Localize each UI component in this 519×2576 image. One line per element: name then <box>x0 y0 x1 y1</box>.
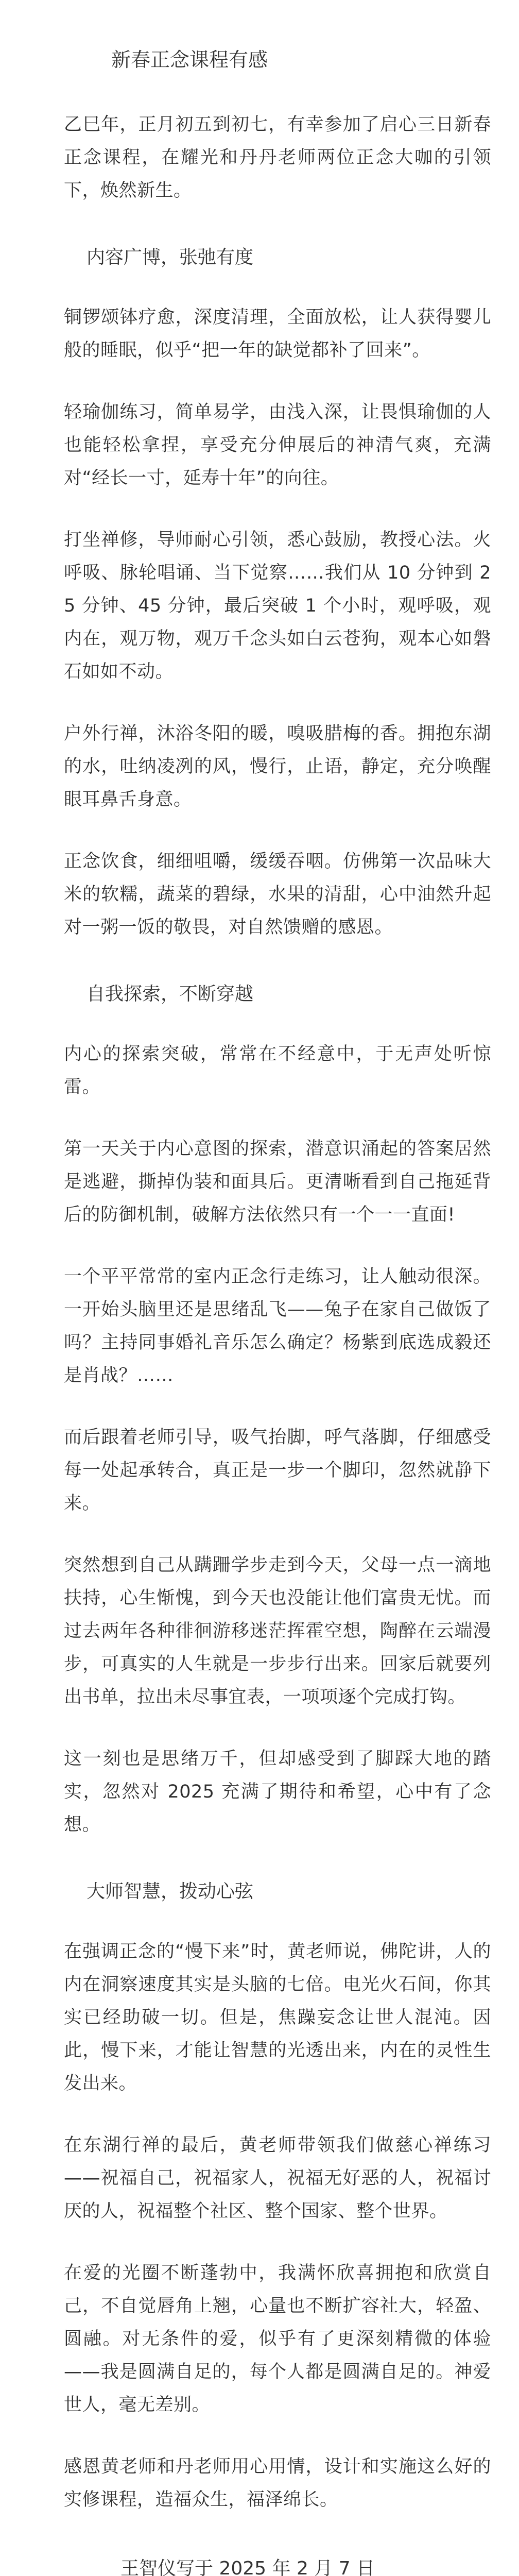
paragraph: 一个平平常常的室内正念行走练习，让人触动很深。一开始头脑里还是思绪乱飞——兔子在家自己做饭了吗？主持同事婚礼音乐怎么确定？杨紫到底选成毅还是肖战？…… <box>64 1266 491 1386</box>
paragraph: 在东湖行禅的最后，黄老师带领我们做慈心禅练习——祝福自己，祝福家人，祝福无好恶的人，祝福讨厌的人，祝福整个社区、整个国家、整个世界。 <box>64 2135 491 2222</box>
paragraph: 在爱的光圈不断蓬勃中，我满怀欣喜拥抱和欣赏自己，不自觉唇角上翘，心量也不断扩容社大，轻盈、圆融。对无条件的爱，似乎有了更深刻精微的体验——我是圆满自足的，每个人都是圆满自足的。神爱世人，毫无差别。 <box>64 2263 491 2415</box>
section-heading-exploration: 自我探索，不断穿越 <box>86 984 254 1005</box>
paragraph: 第一天关于内心意图的探索，潜意识涌起的答案居然是逃避，撕掉伪装和面具后。更清晰看到自己拖延背后的防御机制，破解方法依然只有一个一一直面! <box>64 1139 491 1225</box>
paragraph: 轻瑜伽练习，简单易学，由浅入深，让畏惧瑜伽的人也能轻松拿捏，享受充分伸展后的神清气爽，充满对“经长一寸，延寿十年”的向往。 <box>64 402 491 488</box>
section-heading-wisdom: 大师智慧，拨动心弦 <box>86 1881 254 1902</box>
paragraph: 正念饮食，细细咀嚼，缓缓吞咽。仿佛第一次品味大米的软糯，蔬菜的碧绿，水果的清甜，心中油然升起对一粥一饭的敬畏，对自然馈赠的感恩。 <box>64 851 491 938</box>
paragraph: 在强调正念的“慢下来”时，黄老师说，佛陀讲，人的内在洞察速度其实是头脑的七倍。电光火石间，你其实已经助破一切。但是，焦躁妄念让世人混沌。因此，慢下来，才能让智慧的光透出来，内在的灵性生发出来。 <box>64 1941 491 2094</box>
paragraph: 而后跟着老师引导，吸气抬脚，呼气落脚，仔细感受每一处起承转合，真正是一步一个脚印，忽然就静下来。 <box>64 1427 491 1514</box>
paragraph: 打坐禅修，导师耐心引领，悉心鼓励，教授心法。火呼吸、脉轮唱诵、当下觉察……我们从 10 分钟到 25 分钟、45 分钟，最后突破 1 个小时，观呼吸，观内在，观万物，观万千念头如白云苍狗，观本心如磐石如如不动。 <box>64 530 491 682</box>
paragraph: 内心的探索突破，常常在不经意中，于无声处听惊雷。 <box>64 1044 491 1097</box>
article-title: 新春正念课程有感 <box>111 48 268 71</box>
paragraph: 突然想到自己从蹒跚学步走到今天，父母一点一滴地扶持，心生惭愧，到今天也没能让他们富贵无忧。而过去两年各种徘徊游移迷茫挥霍空想，陶醉在云端漫步，可真实的人生就是一步步行出来。回家后就要列出书单，拉出未尽事宜表，一项项逐个完成打钩。 <box>64 1555 491 1707</box>
paragraph: 户外行禅，沐浴冬阳的暖，嗅吸腊梅的香。拥抱东湖的水，吐纳凌冽的风，慢行，止语，静定，充分唤醒眼耳鼻舌身意。 <box>64 723 491 810</box>
paragraph: 感恩黄老师和丹老师用心用情，设计和实施这么好的实修课程，造福众生，福泽绵长。 <box>64 2456 491 2510</box>
intro-paragraph: 乙巳年，正月初五到初七，有幸参加了启心三日新春正念课程，在耀光和丹丹老师两位正念大咖的引领下，焕然新生。 <box>64 114 491 201</box>
paragraph: 铜锣颂钵疗愈，深度清理，全面放松，让人获得婴儿般的睡眠，似乎“把一年的缺觉都补了回来”。 <box>64 307 491 361</box>
section-heading-content: 内容广博，张弛有度 <box>86 247 254 268</box>
article <box>64 31 491 2576</box>
signature: 王智仪写于 2025 年 2 月 7 日 <box>120 2558 375 2576</box>
paragraph: 这一刻也是思绪万千，但却感受到了脚踩大地的踏实，忽然对 2025 充满了期待和希望，心中有了念想。 <box>64 1749 491 1835</box>
